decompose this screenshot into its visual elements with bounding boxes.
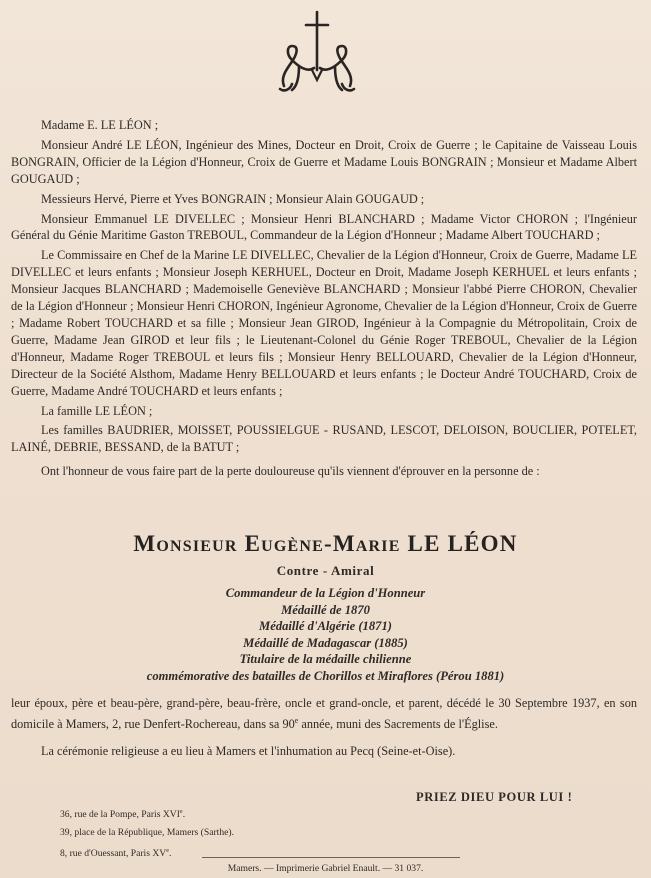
family-paragraph: Madame E. LE LÉON ; [41, 118, 159, 132]
family-paragraph: Les familles BAUDRIER, MOISSET, POUSSIELGUE - RUSAND, LESCOT, DELOISON, BOUCLIER, POTELET, LAINÉ, DEBRIE, BESSAND, de la BATUT ; [11, 423, 637, 455]
address-line: 39, place de la République, Mamers (Sarthe). [60, 826, 234, 838]
ceremony-details: La cérémonie religieuse a eu lieu à Mamers et l'inhumation au Pecq (Seine-et-Oise). [41, 744, 456, 759]
family-paragraph: Monsieur Emmanuel LE DIVELLEC ; Monsieur Henri BLANCHARD ; Madame Victor CHORON ; l'Ingénieur Général du Génie Maritime Gaston TREBOUL, Commandeur de la Légion d'Honneur ; Madame Albert TOUCHARD ; [11, 211, 637, 243]
address-line: 8, rue d'Ouessant, Paris XVe. [60, 846, 172, 859]
deceased-name: Monsieur Eugène-Marie LE LÉON [133, 531, 518, 556]
family-paragraph: Le Commissaire en Chef de la Marine LE DIVELLEC, Chevalier de la Légion d'Honneur, Croix de Guerre, Madame LE DIVELLEC et leurs enfants ; Monsieur Joseph KERHUEL, Docteur en Droit, Madame Joseph KERHUEL et leurs enfants ; Monsieur Jacques BLANCHARD ; Mademoiselle Geneviève BLANCHARD ; Monsieur l'abbé Pierre CHORON, Chevalier de la Légion d'Honneur ; Monsieur Henri CHORON, Ingénieur Agronome, Chevalier de la Légion d'Honneur, Croix de Guerre ; Madame Robert TOUCHARD et sa fille ; Monsieur Jean GIROD, Ingénieur à la Compagnie du Métropolitain, Croix de Guerre, Madame Jean GIROD et leur fils ; le Lieutenant-Colonel du Génie Roger TREBOUL, Chevalier de la Légion d'Honneur, Madame Roger TREBOUL et leurs fils ; Monsieur Henry BELLOUARD, Chevalier de la Légion d'Honneur, Directeur de la Société Alsthom, Madame Henry BELLOUARD et leurs enfants ; le Docteur André TOUCHARD, Croix de Guerre, Madame André TOUCHARD et leurs enfants ; [11, 248, 637, 398]
death-details: leur époux, père et beau-père, grand-père, beau-frère, oncle et grand-oncle, et parent, décédé le 30 Septembre 1937, en son domicile à Mamers, 2, rue Denfert-Rochereau, dans sa 90e année, muni des Sacrements de l'Église. [11, 696, 637, 732]
printer-imprint: Mamers. — Imprimerie Gabriel Enault. — 31 037. [227, 863, 424, 874]
deceased-rank: Contre - Amiral [276, 563, 375, 578]
footer-divider [202, 857, 460, 858]
announcement-line: Ont l'honneur de vous faire part de la perte douloureuse qu'ils viennent d'éprouver en la personne de : [41, 464, 540, 479]
family-paragraph: La famille LE LÉON ; [41, 403, 153, 418]
honor-line: Médaillé de Madagascar (1885) [243, 635, 408, 650]
honor-line: Médaillé de 1870 [281, 602, 370, 617]
honor-line: commémorative des batailles de Chorillos et Miraflores (Pérou 1881) [146, 668, 505, 683]
honors-list [0, 585, 651, 685]
family-list [11, 117, 637, 483]
family-paragraph: Messieurs Hervé, Pierre et Yves BONGRAIN ; Monsieur Alain GOUGAUD ; [41, 191, 425, 206]
family-paragraph: Monsieur André LE LÉON, Ingénieur des Mines, Docteur en Droit, Croix de Guerre ; le Capitaine de Vaisseau Louis BONGRAIN, Officier de la Légion d'Honneur, Croix de Guerre et Madame Louis BONGRAIN ; Monsieur et Madame Albert GOUGAUD ; [11, 137, 637, 186]
address-line: 36, rue de la Pompe, Paris XVIe. [60, 808, 186, 821]
death-notice [11, 695, 637, 766]
address-list [60, 803, 234, 863]
honor-line: Médaillé d'Algérie (1871) [259, 619, 392, 634]
honor-line: Titulaire de la médaille chilienne [239, 652, 412, 667]
honor-line: Commandeur de la Légion d'Honneur [225, 586, 426, 600]
closing-prayer: PRIEZ DIEU POUR LUI ! [416, 790, 573, 804]
cross-monogram-icon [276, 10, 358, 94]
